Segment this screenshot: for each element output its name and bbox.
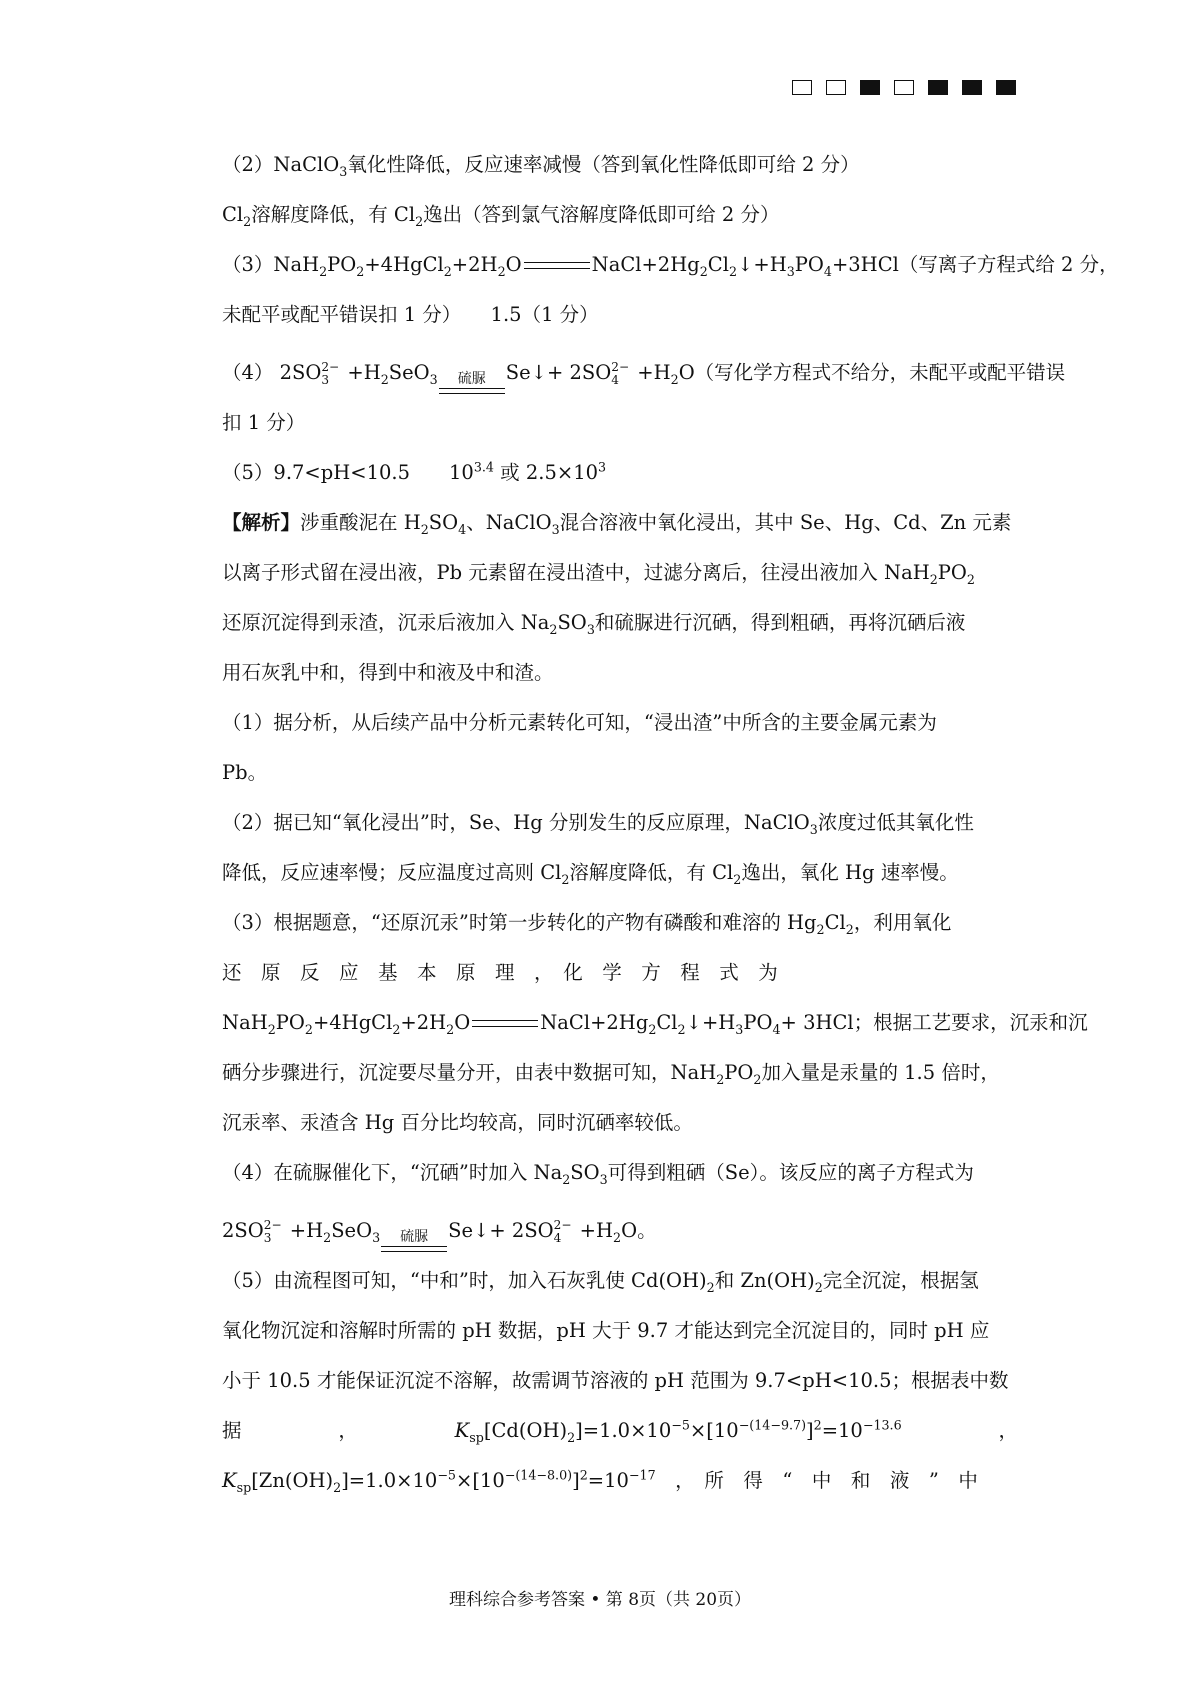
page-footer: 理科综合参考答案 • 第 8页（共 20页） — [448, 1590, 752, 1610]
analysis-5-line-4: 据 ， $K_{sp}[Cd(OH)_2]=1.0\times 10^{-5}\times[10^{-(14-9.7)}]^2=10^{-13.6}$ ， — [222, 1417, 1018, 1445]
analysis-line-3: 还原沉淀得到汞渣，沉汞后液加入 $Na_2SO_3$和硫脲进行沉硒，得到粗硒，再将沉硒后液 — [222, 611, 966, 637]
corner-mark — [928, 80, 948, 95]
reaction-condition: 硫脲 — [381, 1230, 447, 1252]
corner-mark — [962, 80, 982, 95]
analysis-5-line-2: 氧化物沉淀和溶解时所需的 pH 数据，pH 大于 9.7 才能达到完全沉淀目的，同时 pH 应 — [222, 1319, 990, 1342]
reaction-condition: 硫脲 — [439, 372, 505, 394]
analysis-4-equation: 2SO 2− 3 $+H_2SeO_3$ 硫脲 Se↓+ 2SO 2− 4 $+H_2O$。 — [222, 1206, 1018, 1256]
answer-3-note: 未配平或配平错误扣 1 分） 1.5（1 分） — [222, 303, 599, 326]
analysis-5-line-5: $K_{sp}[Zn(OH)_2]=1.0\times 10^{-5}\times[10^{-(14-8.0)}]^2=10^{-17}$ ， 所 得 “ 中 和 液 ” 中 — [222, 1467, 978, 1495]
answer-5: （5）9.7<pH<10.5 $10^{3.4}$ 或 $2.5\times 10^3$ — [222, 459, 607, 484]
answer-3-equation: $(3)NaH_2PO_2+4HgCl_2+2H_2O$ $NaCl+2Hg_2Cl_2↓+H_3PO_4+3HCl$（写离子方程式给 2 分， — [222, 253, 1119, 279]
corner-mark — [826, 80, 846, 95]
ion-charge: 2− 3 — [321, 359, 340, 387]
analysis-label: 【解析】 — [222, 511, 301, 534]
analysis-line-4: 用石灰乳中和，得到中和液及中和渣。 — [222, 661, 554, 684]
answer-4-equation: （4） 2SO 2− 3 $+H_2SeO_3$ 硫脲 Se↓+ 2SO 2− 4 $+H_2O$（写化学方程式不给分，未配平或配平错误 — [222, 348, 1018, 398]
analysis-1-line-2: Pb。 — [222, 761, 268, 784]
analysis-line-1: 【解析】涉重酸泥在 $H_2SO_4$、NaClO$_3$混合溶液中氧化浸出，其中 Se、Hg、Cd、Zn 元素 — [222, 511, 1012, 537]
analysis-2-line-1: （2）据已知“氧化浸出”时，Se、Hg 分别发生的反应原理，NaClO$_3$浓度过低其氧化性 — [222, 811, 974, 837]
answer-4-note: 扣 1 分） — [222, 411, 306, 434]
analysis-4-line-1: （4）在硫脲催化下，“沉硒”时加入 $Na_2SO_3$可得到粗硒（Se）。该反应的离子方程式为 — [222, 1161, 974, 1187]
answer-content — [222, 140, 1119, 1506]
corner-mark — [996, 80, 1016, 95]
equals-sign — [472, 1020, 538, 1027]
analysis-1-line-1: （1）据分析，从后续产品中分析元素转化可知，“浸出渣”中所含的主要金属元素为 — [222, 711, 937, 734]
analysis-5-line-1: （5）由流程图可知，“中和”时，加入石灰乳使 $Cd(OH)_2$和 $Zn(OH)_2$完全沉淀，根据氢 — [222, 1269, 979, 1295]
answer-2-line-1: （2）NaClO$_3$氧化性降低，反应速率减慢（答到氧化性降低即可给 2 分） — [222, 153, 860, 179]
analysis-2-line-2: 降低，反应速率慢；反应温度过高则 $Cl_2$溶解度降低，有 $Cl_2$逸出，氧化 Hg 速率慢。 — [222, 861, 959, 887]
analysis-5-line-3: 小于 10.5 才能保证沉淀不溶解，故需调节溶液的 pH 范围为 9.7<pH<10.5；根据表中数 — [222, 1369, 1009, 1392]
analysis-line-2: 以离子形式留在浸出液，Pb 元素留在浸出渣中，过滤分离后，往浸出液加入 $NaH_2PO_2$ — [222, 561, 975, 587]
analysis-3-line-2: 还 原 反 应 基 本 原 理 ， 化 学 方 程 式 为 — [222, 961, 778, 984]
answer-2-line-2: $Cl_2$溶解度降低，有 $Cl_2$逸出（答到氯气溶解度降低即可给 2 分） — [222, 203, 780, 229]
analysis-3-line-4: 硒分步骤进行，沉淀要尽量分开，由表中数据可知，$NaH_2PO_2$加入量是汞量的 1.5 倍时， — [222, 1061, 1000, 1087]
ion-charge: 2− 3 — [263, 1217, 282, 1245]
analysis-3-line-5: 沉汞率、汞渣含 Hg 百分比均较高，同时沉硒率较低。 — [222, 1111, 693, 1134]
ion-charge: 2− 4 — [611, 359, 630, 387]
page-corner-marks — [792, 80, 1016, 95]
corner-mark — [894, 80, 914, 95]
corner-mark — [792, 80, 812, 95]
equals-sign — [524, 262, 590, 269]
analysis-3-equation: $NaH_2PO_2+4HgCl_2+2H_2O$ $NaCl+2Hg_2Cl_2↓+H_3PO_4+ 3HCl$；根据工艺要求，沉汞和沉 — [222, 1011, 1088, 1037]
analysis-3-line-1: （3）根据题意，“还原沉汞”时第一步转化的产物有磷酸和难溶的 $Hg_2Cl_2$，利用氧化 — [222, 911, 952, 937]
ion-charge: 2− 4 — [553, 1217, 572, 1245]
corner-mark — [860, 80, 880, 95]
